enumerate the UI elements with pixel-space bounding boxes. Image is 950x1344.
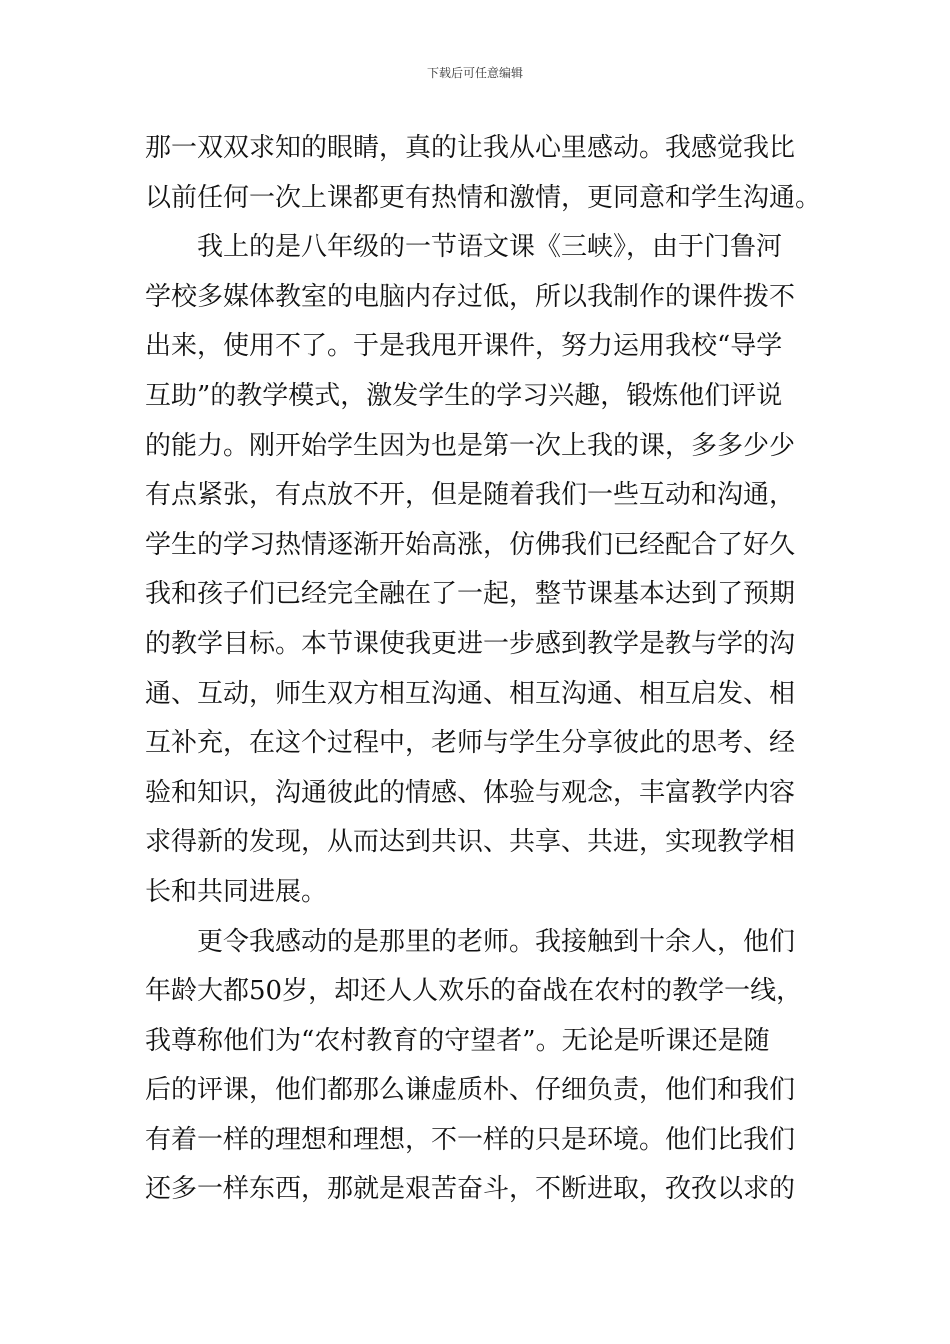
text-line: 长和共同进展。 — [145, 876, 328, 907]
text-line: 我和孩子们已经完全融在了一起，整节课基本达到了预期 — [145, 579, 796, 610]
text-line: 学校多媒体教室的电脑内存过低，所以我制作的课件拨不 — [145, 281, 796, 312]
text-line: 验和知识，沟通彼此的情感、体验与观念，丰富教学内容 — [145, 777, 796, 808]
document-body — [145, 124, 822, 1215]
text-line: 以前任何一次上课都更有热情和激情，更同意和学生沟通。 — [145, 182, 822, 213]
text-line: 那一双双求知的眼睛，真的让我从心里感动。我感觉我比 — [145, 133, 796, 163]
text-line: 有点紧张，有点放不开，但是随着我们一些互动和沟通， — [145, 480, 796, 511]
text-line: 的能力。刚开始学生因为也是第一次上我的课，多多少少 — [145, 430, 796, 461]
text-line: 有着一样的理想和理想，不一样的只是环境。他们比我们 — [145, 1124, 796, 1155]
text-line: 学生的学习热情逐渐开始高涨，仿佛我们已经配合了好久 — [145, 529, 796, 560]
text-line: 更令我感动的是那里的老师。我接触到十余人，他们 — [197, 926, 796, 957]
text-line: 互补充，在这个过程中，老师与学生分享彼此的思考、经 — [145, 728, 796, 759]
text-line: 通、互动，师生双方相互沟通、相互沟通、相互启发、相 — [145, 678, 796, 709]
text-line: 我上的是八年级的一节语文课《三峡》，由于门鲁河 — [197, 232, 783, 263]
text-line: 求得新的发现，从而达到共识、共享、共进，实现教学相 — [145, 827, 796, 858]
text-line: 的教学目标。本节课使我更进一步感到教学是教与学的沟 — [145, 628, 796, 659]
text-line: 互助”的教学模式，激发学生的学习兴趣，锻炼他们评说 — [145, 380, 783, 411]
text-line: 年龄大都50岁，却还人人欢乐的奋战在农村的教学一线， — [145, 976, 803, 1007]
page-header: 下载后可任意编辑 — [426, 66, 523, 80]
text-line: 还多一样东西，那就是艰苦奋斗，不断进取，孜孜以求的 — [145, 1174, 796, 1205]
text-line: 我尊称他们为“农村教育的守望者”。无论是听课还是随 — [145, 1025, 770, 1056]
text-line: 出来，使用不了。于是我甩开课件，努力运用我校“导学 — [145, 331, 783, 362]
text-line: 后的评课，他们都那么谦虚质朴、仔细负责，他们和我们 — [145, 1075, 796, 1106]
